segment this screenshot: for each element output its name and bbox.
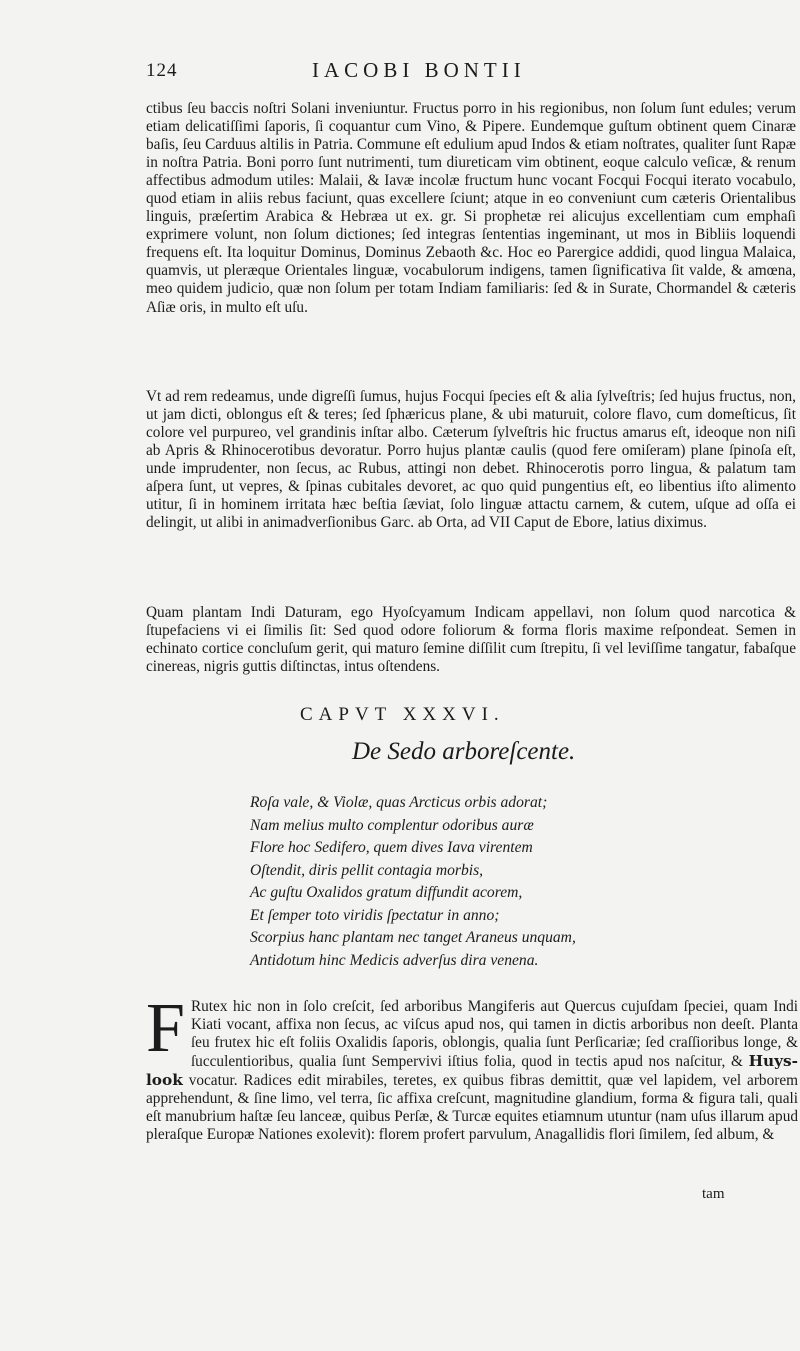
poem-line: Nam melius multo complentur odoribus auræ [250,816,534,834]
paragraph-1: ctibus ſeu baccis noſtri Solani inveniuntur. Fructus porro in his regionibus, non ſolum ſunt edules; verum etiam delicatiſſimi ſaporis, ſi coquantur cum Vino, & Pipere. Eundemque guſtum obtinent quem Cinaræ baſis, ſeu Carduus altilis in Patria. Commune eſt edulium apud Indos & etiam noſtrates, qualiter ſunt Rapæ in noſtra Patria. Boni porro ſunt nutrimenti, tum diureticam vim obtinent, eoque calculo veſicæ, & renum affectibus admodum utiles: Malaii, & Iavæ incolæ fructum hunc vocant Focqui Focqui iterato vocabulo, quod etiam in aliis rebus faciunt, quas excellere ſciunt; atque in eo conveniunt cum cæteris Orientalibus linguis, præſertim Arabica & Hebræa ut ex. gr. Si prophetæ rei alicujus excellentiam cum emphaſi exprimere volunt, non ſolum dictiones; ſed integras ſententias ingeminant, ut mos in Bibliis loquendi frequens eſt. Ita loquitur Dominus, Dominus Zebaoth &c. Hoc eo Parergice addidi, quod lingua Malaica, quamvis, ut pleræque Orientales linguæ, vocabulorum indigens, tamen ſignificativa ſit valde, & amœna, meo quidem judicio, quæ non ſolum per totam Indiam familiaris: ſed & in Surate, Chormandel & cæteris Aſiæ oris, in multo eſt uſu. [146,100,796,316]
poem [250,792,710,972]
paragraph-4 [146,990,799,1144]
page-header [0,54,800,84]
paragraph-4-text-a: Rutex hic non in ſolo creſcit, ſed arboribus Mangiferis aut Quercus cujuſdam ſpeciei, quam Indi Kiati vocant, affixa non ſecus, ac viſcus apud nos, qui tamen in dictis arboribus non deeſt. Planta ſeu frutex hic eſt foliis Oxalidis ſaporis, oblongis, qualia ſunt Perſicariæ; ſed craſſioribus longe, & ſucculentioribus, qualia ſunt Sempervivi iſtius folia, quod in tectis apud nos naſcitur, & [190,998,798,1071]
paragraph-3: Quam plantam Indi Daturam, ego Hyoſcyamum Indicam appellavi, non ſolum quod narcotica & ſtupefaciens vi ei ſimilis ſit: Sed quod odore foliorum & forma floris maxime reſpondeat. Semen in echinato cortice concluſum gerit, qui maturo ſemine diſſilit cum ſtrepitu, ſi vel leviſſime tangatur, fabaſque cinereas, nigris guttis diſtinctas, intus oſtendens. [146,604,796,676]
chapter-subtitle: De Sedo arboreſcente. [352,738,576,765]
running-head: IACOBI BONTII [312,58,526,82]
poem-line: Flore hoc Sedifero, quem dives Iava virentem [250,839,533,856]
poem-line: Roſa vale, & Violæ, quas Arcticus orbis adorat; [250,794,548,811]
poem-line: Oſtendit, diris pellit contagia morbis, [250,861,484,879]
chapter-heading: CAPVT XXXVI. [300,704,505,725]
poem-line: Ac guſtu Oxalidos gratum diffundit acorem, [250,884,523,901]
drop-cap: F [146,990,185,1067]
catchword: tam [702,1186,725,1202]
poem-line: Scorpius hanc plantam nec tanget Araneus unquam, [250,929,576,946]
paragraph-2: Vt ad rem redeamus, unde digreſſi ſumus, hujus Focqui ſpecies eſt & alia ſylveſtris; ſed hujus fructus, non, ut jam dicti, oblongus eſt & teres; ſed ſphæricus plane, & ubi maturuit, colore flavo, cum domeſticus, ſit colore vel purpureo, vel grandinis inſtar albo. Cæterum ſylveſtris hic fructus amarus eſt, ideoque non niſi ab Apris & Rhinocerotibus devoratur. Porro hujus plantæ caulis (quod fere omiſeram) plane ſpinoſa eſt, unde imprudenter, non ſecus, ac Rubus, attingi non debet. Rhinocerotis porro lingua, & palatum tam aſpera ſunt, ut vepres, & ſpinas cubitales devoret, ac quo quid pungentius eſt, eo libentius iſto alimento utitur, ſi in hominem irritata hæc beſtia ſæviat, ſolo linguæ attactu carnem, & cutem, uſque ad oſſa ei delingit, ut alibi in animadverſionibus Garc. ab Orta, ad VII Caput de Ebore, latius diximus. [146,388,796,532]
blackletter-word: Huys-look [146,1052,798,1090]
page-number: 124 [146,60,178,81]
paragraph-4-text-b: vocatur. Radices edit mirabiles, teretes, ex quibus fibras demittit, quæ vel lapidem, vel arborem apprehendunt, & ſine limo, vel terra, ſic affixa creſcunt, magnitudine glandium, forma & figura tali, quali eſt manubrium haſtæ ſeu lanceæ, quibus Perſæ, & Turcæ equites etiamnum utuntur (nam uſus illarum apud pleraſque Europæ Nationes exolevit): florem profert parvulum, Anagallidis flori ſimilem, ſed album, & [146,1072,799,1144]
poem-line: Antidotum hinc Medicis adverſus dira venena. [250,951,539,969]
poem-line: Et ſemper toto viridis ſpectatur in anno; [250,906,500,924]
